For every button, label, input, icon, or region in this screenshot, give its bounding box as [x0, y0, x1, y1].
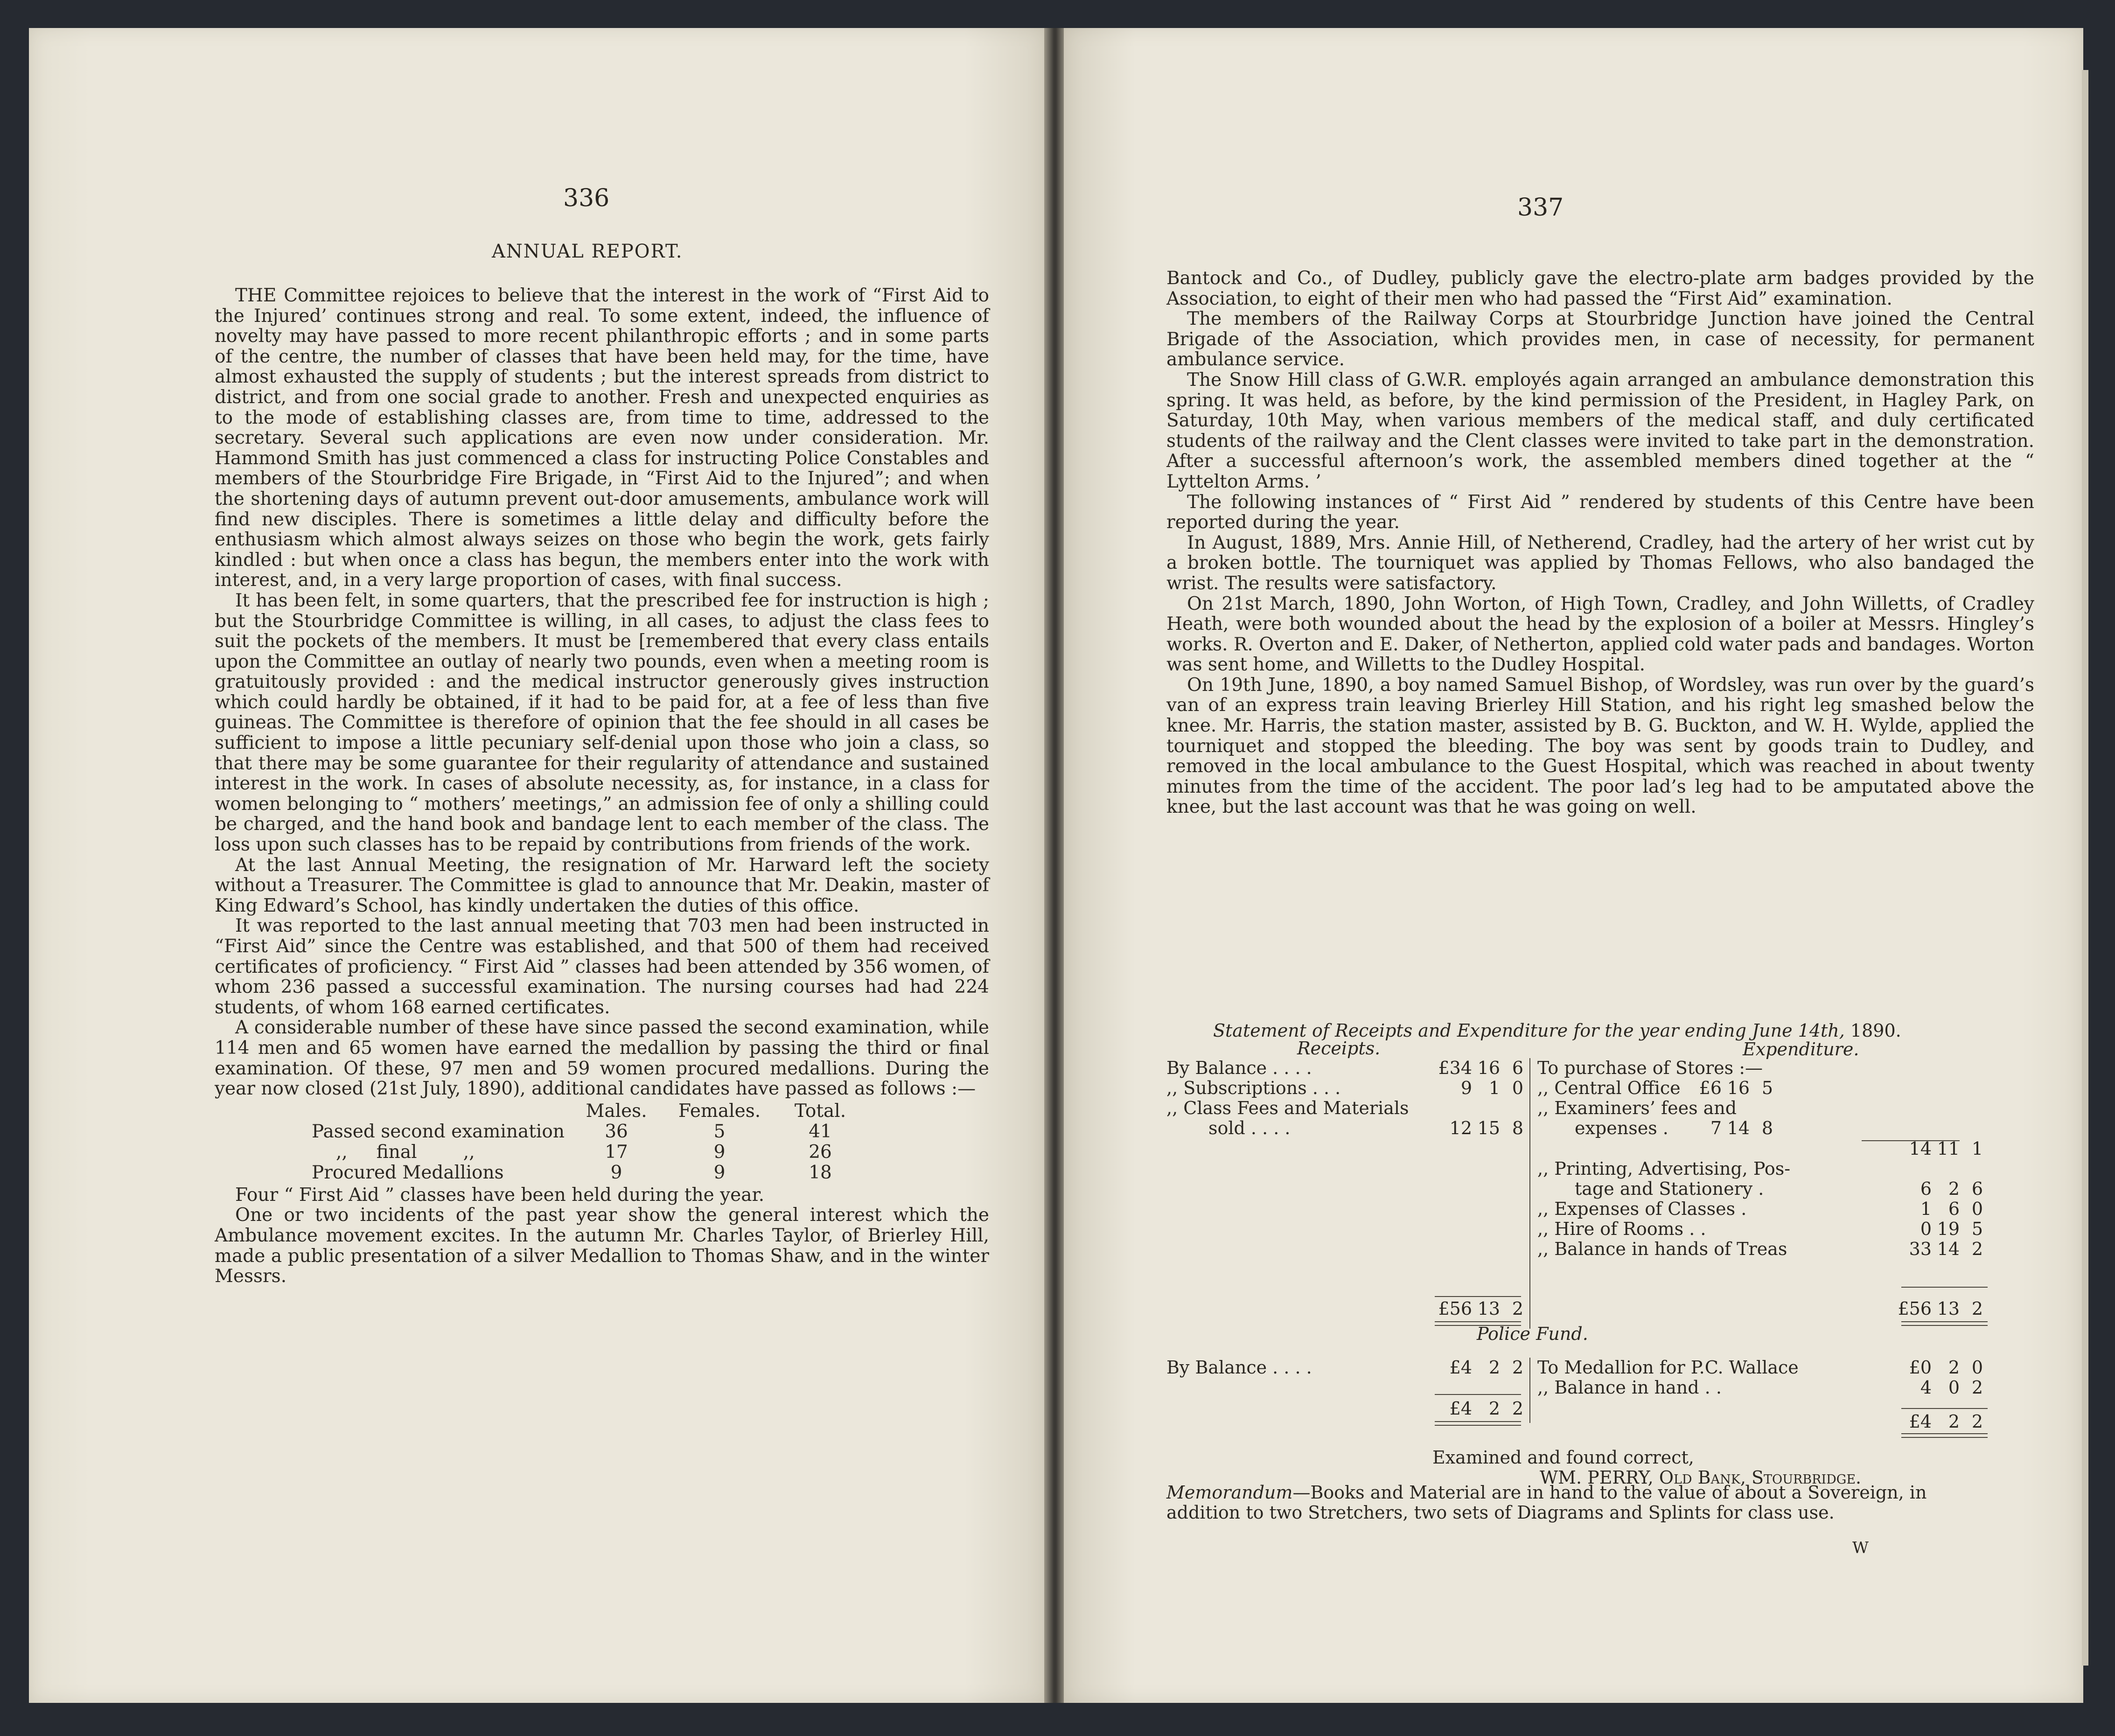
police-expenditure-label: ,, Balance in hand . . [1537, 1377, 1722, 1398]
expenditure-label: To purchase of Stores :— [1537, 1058, 1763, 1078]
paragraph: Bantock and Co., of Dudley, publicly gave the electro-plate arm badges provided by the Association, to eight of their men who had passed the “First Aid” examination. [1166, 268, 2034, 309]
shillings: 16 [1727, 1078, 1750, 1098]
pence: 6 [1512, 1058, 1523, 1078]
cell-females: 9 [713, 1141, 726, 1163]
memorandum [1166, 1483, 1960, 1523]
row-label: Procured Medallions [312, 1162, 504, 1183]
pounds: 1 [1920, 1199, 1932, 1219]
double-rule [1901, 1433, 1988, 1438]
statement-title-text: Statement of Receipts and Expenditure for the year ending June 14th, [1213, 1020, 1845, 1041]
cell-total: 41 [809, 1121, 832, 1142]
memorandum-label: Memorandum [1166, 1482, 1293, 1503]
receipt-label: By Balance . . . . [1166, 1058, 1312, 1078]
pounds: 4 [1920, 1377, 1932, 1398]
shillings: 19 [1937, 1219, 1960, 1239]
paragraph: On 21st March, 1890, John Worton, of High Town, Cradley, and John Willetts, of Cradley Heath, were both wounded about the head by the explosion of a boiler at Messrs. Hingley’s works. R. Overton and E. Daker, of Netherton, applied cold water pads and bandages. Worton was sent home, and Willetts to the Dudley Hospital. [1166, 593, 2034, 676]
pence: 5 [1761, 1078, 1773, 1098]
page-number: 337 [1517, 194, 1564, 222]
shillings-total: 2 [1488, 1398, 1500, 1419]
examined-note: Examined and found correct, [1432, 1447, 1694, 1468]
receipt-label: ,, Subscriptions . . . [1166, 1078, 1341, 1098]
statement-of-accounts [1166, 1021, 2044, 1557]
pounds: £6 [1699, 1078, 1722, 1098]
pounds-total: £4 [1449, 1398, 1472, 1419]
stats-table [308, 1101, 866, 1183]
right-body [1166, 268, 2034, 817]
column-divider [1529, 1358, 1530, 1423]
expenditure-heading: Expenditure. [1743, 1039, 1859, 1060]
shillings: 6 [1948, 1199, 1960, 1219]
cell-females: 5 [713, 1121, 726, 1142]
pence: 8 [1761, 1118, 1773, 1138]
expenditure-label: ,, Printing, Advertising, Pos- [1537, 1158, 1791, 1179]
pounds-total: £4 [1909, 1411, 1932, 1432]
row-label: ,, final ,, [336, 1141, 475, 1163]
cell-total: 26 [809, 1141, 832, 1163]
table-row [308, 1163, 866, 1183]
pounds-total: £56 [1898, 1298, 1932, 1319]
police-expenditure-label: To Medallion for P.C. Wallace [1537, 1357, 1799, 1378]
expenditure-label: ,, Balance in hands of Treas [1537, 1239, 1787, 1259]
pounds: 7 [1710, 1118, 1722, 1138]
left-page [29, 28, 1046, 1703]
paragraph: On 19th June, 1890, a boy named Samuel Bishop, of Wordsley, was run over by the guard’s van of an express train leaving Brierley Hill Station, and his right leg smashed below the knee. Mr. Harris, the station master, assisted by B. G. Buckton, and W. H. Wylde, applied the tourniquet and stopped the bleeding. The boy was sent by goods train to Dudley, and removed in the local ambulance to the Guest Hospital, which was reached in about twenty minutes from the time of the accident. The poor lad’s leg had to be amputated above the knee, but the last account was that he was going on well. [1166, 674, 2034, 818]
pounds: 0 [1920, 1219, 1932, 1239]
shillings: 1 [1488, 1078, 1500, 1098]
receipt-label: sold . . . . [1208, 1118, 1291, 1138]
column-divider [1529, 1058, 1530, 1329]
rule [1901, 1408, 1988, 1409]
paragraph: It has been felt, in some quarters, that the prescribed fee for instruction is high ; but the Stourbridge Committee is willing, in all cases, to adjust the class fees to suit the pockets of the members. It must be [remembered that every class entails upon the Committee an outlay of nearly two pounds, even when a meeting room is gratuitously provided : and the medical instructor generously gives instruction which could hardly be obtained, if it had to be paid for, at a fee of less than five guineas. The Committee is therefore of opinion that the fee should in all cases be sufficient to impose a little pecuniary self-denial upon those who join a class, so that there may be some guarantee for their regularity of attendance and sustained interest in the work. In cases of absolute necessity, as, for instance, in a class for women belonging to “ mothers’ meetings,” an admission fee of only a shilling could be charged, and the hand book and bandage lent to each member of the class. The loss upon such classes has to be repaid by contributions from friends of the work. [215, 590, 989, 856]
rule [1435, 1296, 1521, 1297]
pounds: 12 [1449, 1118, 1472, 1138]
pounds: £4 [1449, 1357, 1472, 1378]
paragraph: It was reported to the last annual meeting that 703 men had been instructed in “First Aid” since the Centre was established, and that 500 of them had received certificates of proficiency. “ First Aid ” classes had been attended by 356 women, of whom 236 passed a successful examination. The nursing courses had had 224 students, of whom 168 earned certificates. [215, 915, 989, 1018]
pence: 6 [1971, 1178, 1983, 1199]
memorandum-text: —Books and Material are in hand to the value of about a Sovereign, in addition to two Stretchers, two sets of Diagrams and Splints for class use. [1166, 1482, 1927, 1523]
pounds: 9 [1460, 1078, 1472, 1098]
pence: 0 [1971, 1357, 1983, 1378]
pounds-subtotal: 14 [1909, 1138, 1932, 1159]
table-row [308, 1122, 866, 1142]
signature-mark: W [1852, 1539, 1869, 1557]
paragraph: In August, 1889, Mrs. Annie Hill, of Netherend, Cradley, had the artery of her wrist cut by a broken bottle. The tourniquet was applied by Thomas Fellows, who also bandaged the wrist. The results were satisfactory. [1166, 532, 2034, 594]
shillings-total: 2 [1948, 1411, 1960, 1432]
shillings-total: 13 [1477, 1298, 1500, 1319]
paragraph: The Snow Hill class of G.W.R. employés again arranged an ambulance demonstration this spring. It was held, as before, by the kind permission of the President, in Hagley Park, on Saturday, 10th May, when various members of the medical staff, and duly certificated students of the railway and the Clent classes were invited to take part in the demonstration. After a successful afternoon’s work, the assembled members dined together at the “ Lyttelton Arms. ’ [1166, 369, 2034, 492]
expenditure-label: tage and Stationery . [1575, 1178, 1764, 1199]
statement-title-year: 1890. [1850, 1020, 1901, 1041]
left-body [215, 286, 989, 1287]
shillings: 2 [1488, 1357, 1500, 1378]
page-edge [2082, 70, 2088, 1666]
table-row [308, 1142, 866, 1163]
page-number: 336 [563, 184, 610, 212]
right-page [1064, 28, 2083, 1703]
police-fund-heading: Police Fund. [1477, 1324, 1588, 1344]
expenditure-label: ,, Examiners’ fees and [1537, 1098, 1737, 1118]
pounds-total: £56 [1438, 1298, 1472, 1319]
receipts-heading: Receipts. [1297, 1038, 1381, 1059]
table-header-row [308, 1101, 866, 1122]
pounds: £34 [1438, 1058, 1472, 1078]
rule [1901, 1287, 1988, 1288]
cell-females: 9 [713, 1162, 726, 1183]
shillings: 14 [1937, 1239, 1960, 1259]
shillings: 2 [1948, 1357, 1960, 1378]
pence: 2 [1971, 1239, 1983, 1259]
pence: 0 [1512, 1078, 1523, 1098]
paragraph: THE Committee rejoices to believe that the interest in the work of “First Aid to the Injured’ continues strong and real. To some extent, indeed, the influence of novelty may have passed to more recent philanthropic efforts ; and in some parts of the centre, the number of classes that have been held may, for the time, have almost exhausted the supply of students ; but the interest spreads from district to district, and from one social grade to another. Fresh and unexpected enquiries as to the mode of establishing classes are, from time to time, addressed to the secretary. Several such applications are even now under consideration. Mr. Hammond Smith has just commenced a class for instructing Police Constables and members of the Stourbridge Fire Brigade, in “First Aid to the Injured”; and when the shortening days of autumn prevent out-door amusements, ambulance work will find new disciples. There is sometimes a little delay and difficulty before the enthusiasm which almost always seizes on those who begin the work, gets fairly kindled : but when once a class has begun, the members enter into the work with interest, and, in a very large proportion of cases, with final success. [215, 285, 989, 591]
double-rule [1901, 1321, 1988, 1326]
column-header: Males. [586, 1100, 647, 1122]
paragraph: At the last Annual Meeting, the resignation of Mr. Harward left the society without a Treasurer. The Committee is glad to announce that Mr. Deakin, master of King Edward’s School, has kindly undertaken the duties of this office. [215, 854, 989, 916]
pence: 0 [1971, 1199, 1983, 1219]
shillings: 15 [1477, 1118, 1500, 1138]
pence: 8 [1512, 1118, 1523, 1138]
pence-total: 2 [1971, 1298, 1983, 1319]
paragraph: The members of the Railway Corps at Stourbridge Junction have joined the Central Brigade of the Association, which provides men, in case of necessity, for permanent ambulance service. [1166, 308, 2034, 370]
expenditure-label: expenses . [1575, 1118, 1668, 1138]
page-heading: ANNUAL REPORT. [492, 241, 683, 262]
pence: 2 [1512, 1357, 1523, 1378]
pence-total: 2 [1971, 1411, 1983, 1432]
double-rule [1435, 1421, 1521, 1426]
pence-subtotal: 1 [1971, 1138, 1983, 1159]
rule [1435, 1394, 1521, 1395]
pence-total: 2 [1512, 1398, 1523, 1419]
cell-males: 17 [605, 1141, 628, 1163]
cell-total: 18 [809, 1162, 832, 1183]
paragraph: The following instances of “ First Aid ” rendered by students of this Centre have been reported during the year. [1166, 491, 2034, 533]
row-label: Passed second examination [312, 1121, 565, 1142]
shillings-subtotal: 11 [1937, 1138, 1960, 1159]
auditor-signature: WM. PERRY, Old Bank, Stourbridge. [1540, 1467, 1862, 1488]
pence: 2 [1971, 1377, 1983, 1398]
pence: 5 [1971, 1219, 1983, 1239]
cell-males: 9 [610, 1162, 622, 1183]
paragraph: One or two incidents of the past year show the general interest which the Ambulance movement excites. In the autumn Mr. Charles Taylor, of Brierley Hill, made a public presentation of a silver Medallion to Thomas Shaw, and in the winter Messrs. [215, 1205, 989, 1287]
column-header: Total. [794, 1100, 846, 1122]
shillings: 16 [1477, 1058, 1500, 1078]
shillings: 0 [1948, 1377, 1960, 1398]
pounds: 6 [1920, 1178, 1932, 1199]
shillings: 2 [1948, 1178, 1960, 1199]
column-header: Females. [678, 1100, 761, 1122]
paragraph: Four “ First Aid ” classes have been held during the year. [235, 1184, 765, 1206]
cell-males: 36 [605, 1121, 628, 1142]
pounds: £0 [1909, 1357, 1932, 1378]
police-receipt-label: By Balance . . . . [1166, 1357, 1312, 1378]
pounds: 33 [1909, 1239, 1932, 1259]
expenditure-label: ,, Expenses of Classes . [1537, 1199, 1747, 1219]
expenditure-label: ,, Hire of Rooms . . [1537, 1219, 1706, 1239]
expenditure-label: ,, Central Office [1537, 1078, 1681, 1098]
receipt-label: ,, Class Fees and Materials [1166, 1098, 1409, 1118]
book-gutter [1044, 28, 1066, 1703]
pence-total: 2 [1512, 1298, 1523, 1319]
paragraph: A considerable number of these have since passed the second examination, while 114 men and 65 women have earned the medallion by passing the third or final examination. Of these, 97 men and 59 women procured medallions. During the year now closed (21st July, 1890), additional candidates have passed as follows :— [215, 1017, 989, 1100]
shillings: 14 [1727, 1118, 1750, 1138]
shillings-total: 13 [1937, 1298, 1960, 1319]
